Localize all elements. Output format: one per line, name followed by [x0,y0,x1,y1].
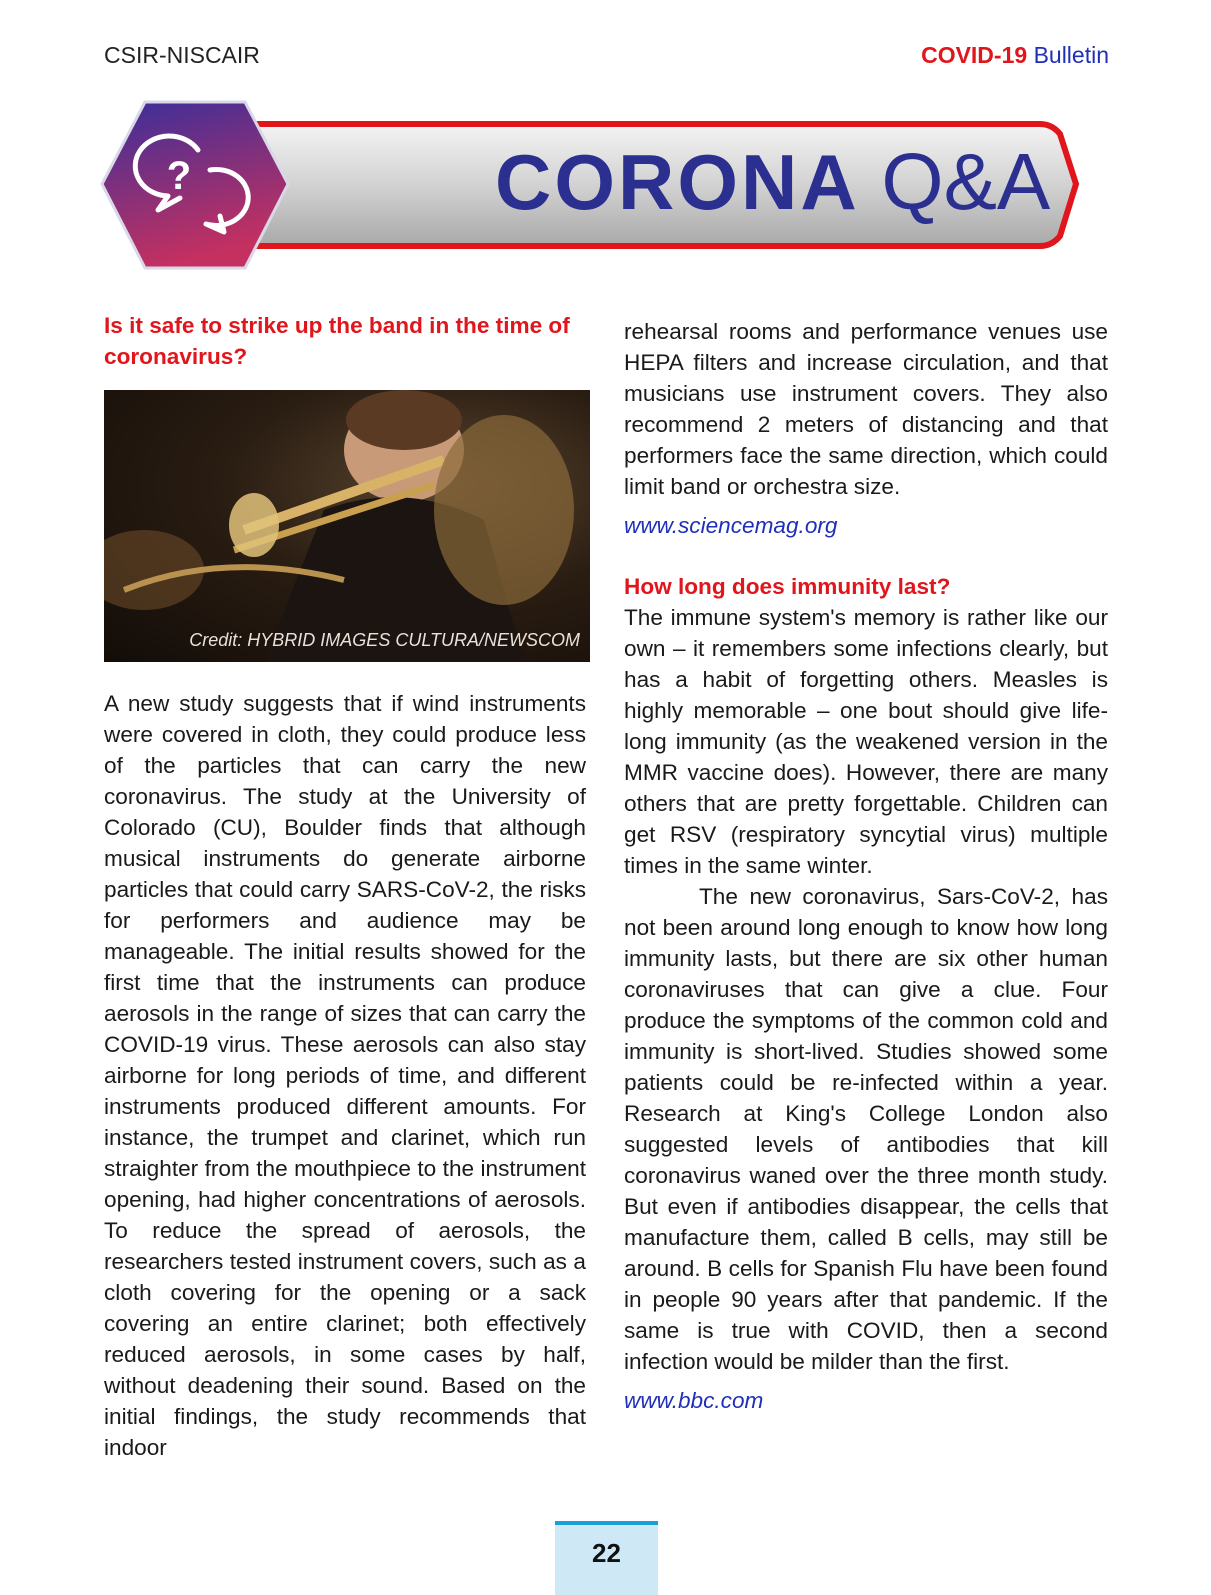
article1-body-continued: rehearsal rooms and performance venues use HEPA filters and increase circulation, and that musicians use instrument covers. They also recommend 2 meters of distancing and that performers face the same direction, which could limit band or orchestra size. [624,319,1108,499]
article1-source-link[interactable]: www.sciencemag.org [624,513,838,538]
photo-credit: Credit: HYBRID IMAGES CULTURA/NEWSCOM [189,630,580,650]
publisher-name: CSIR-NISCAIR [104,42,260,68]
article1-question: Is it safe to strike up the band in the time of coronavirus? [104,313,570,369]
bulletin-title-covid: COVID-19 [921,42,1028,68]
banner-title [495,136,1050,228]
banner-title-corona: CORONA [495,138,860,226]
article2-paragraph-2: The new coronavirus, Sars-CoV-2, has not been around long enough to know how long immunity lasts, but there are six other human coronaviruses that can give a clue. Four produce the symptoms of the common cold and immunity is short-lived. Studies showed some patients could be re-infected within a year. Research at King's College London also suggested levels of antibodies that kill coronavirus waned over the three month study. But even if antibodies disappear, the cells that manufacture them, called B cells, may still be around. B cells for Spanish Flu have been found in people 90 years after that pandemic. If the same is true with COVID, then a second infection would be milder than the first. [624,884,1108,1374]
corona-qa-banner [100,100,1100,275]
page-number: 22 [555,1525,658,1595]
right-column [624,316,1108,1416]
brass-band-photo [104,390,590,662]
article2-paragraph-1: The immune system's memory is rather like our own – it remembers some infections clearly, but has a habit of forgetting others. Measles is highly memorable – one bout should give life-long immunity (as the weakened version in the MMR vaccine does). However, there are many others that are pretty forgettable. Children can get RSV (respiratory syncytial virus) multiple times in the same winter. [624,605,1108,878]
article2-source-link[interactable]: www.bbc.com [624,1388,764,1413]
bulletin-title [921,42,1109,69]
left-column [104,310,586,1463]
svg-text:?: ? [166,154,192,198]
banner-title-qa: Q&A [881,137,1051,226]
bulletin-title-bulletin: Bulletin [1033,42,1109,68]
article1-body: A new study suggests that if wind instruments were covered in cloth, they could produce less of the particles that can carry the new coronavirus. The study at the University of Colorado (CU), Boulder finds that although musical instruments do generate airborne particles that could carry SARS-CoV-2, the risks for performers and audience may be manageable. The initial results showed for the first time that the instruments can produce aerosols in the range of sizes that can carry the COVID-19 virus. These aerosols can also stay airborne for long periods of time, and different instruments produced different amounts. For instance, the trumpet and clarinet, which run straighter from the mouthpiece to the instrument opening, had higher concentrations of aerosols. To reduce the spread of aerosols, the researchers tested instrument covers, such as a cloth covering for the opening or a sack covering an entire clarinet; both effectively reduced aerosols, in some cases by half, without deadening their sound. Based on the initial findings, the study recommends that indoor [104,691,586,1460]
article2-question: How long does immunity last? [624,574,951,599]
